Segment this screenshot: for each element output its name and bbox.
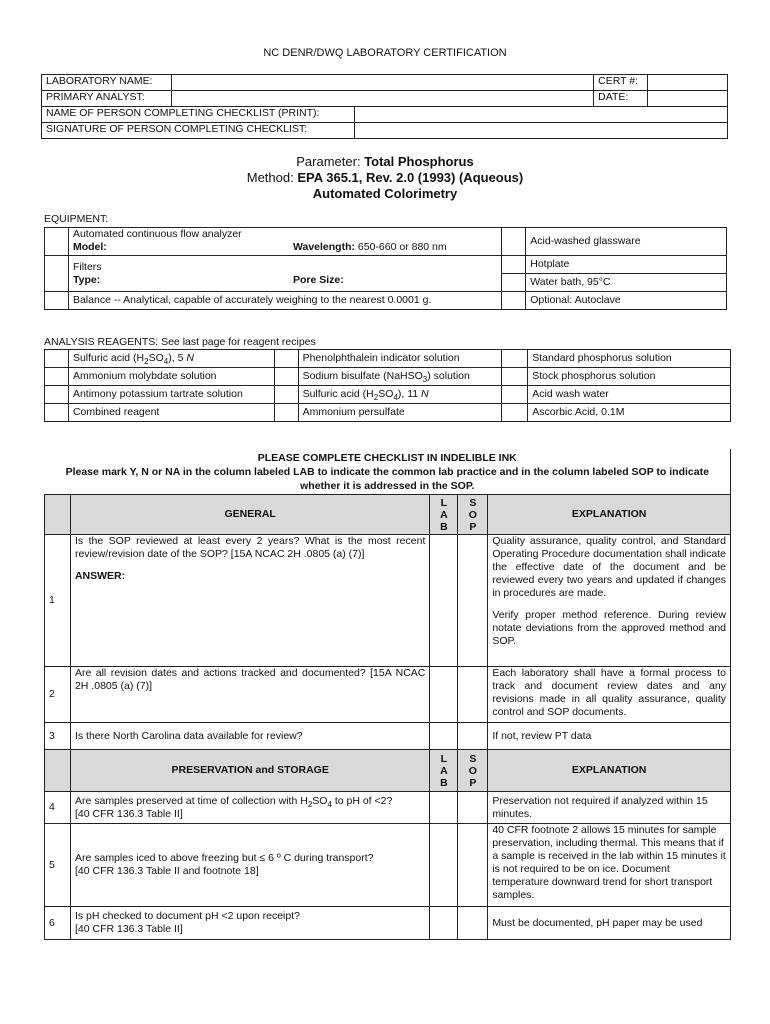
reagent-check[interactable] (502, 386, 528, 404)
explanation-text: Preservation not required if analyzed within 15 minutes. (488, 792, 731, 824)
analyst-field[interactable] (171, 91, 593, 107)
explanation-text: 40 CFR footnote 2 allows 15 minutes for sample preservation, including thermal. This means that if a sample is received in the lab within 15 minutes it is not required to be on ice. Document temperature downward trend for short transport samples. (488, 824, 731, 907)
question-number: 3 (45, 723, 71, 750)
question-number: 6 (45, 907, 71, 940)
signature-label: SIGNATURE OF PERSON COMPLETING CHECKLIST: (42, 123, 355, 139)
question-text: Are samples preserved at time of collection with $H_2SO_4$ to pH of <2? [40 CFR 136.3 Table II] (70, 792, 429, 824)
reagent-check[interactable] (274, 404, 298, 422)
equipment-check[interactable] (45, 228, 69, 256)
pore-size-label: Pore Size: (292, 273, 344, 286)
reagent-item: Combined reagent (68, 404, 274, 422)
question-text: Are samples iced to above freezing but ≤ 6 º C during transport? [40 CFR 136.3 Table II and footnote 18] (70, 824, 429, 907)
model-label: Model: (72, 241, 107, 253)
explanation-header: EXPLANATION (488, 495, 731, 535)
analyst-label: PRIMARY ANALYST: (42, 91, 172, 107)
reagent-check[interactable] (45, 350, 69, 368)
page-title: NC DENR/DWQ LABORATORY CERTIFICATION (263, 47, 507, 59)
person-name-field[interactable] (354, 107, 727, 123)
question-text: Is the SOP reviewed at least every 2 years? What is the most recent review/revision date of the SOP? [15A NCAC 2H .0805 (a) (7)] ANSWER: (70, 535, 429, 667)
reagent-item: Sulfuric acid $(H_2SO_4)$, 5 N (68, 350, 274, 368)
reagent-item: Sulfuric acid $(H_2SO_4)$, 11 N (298, 386, 502, 404)
sop-response-cell[interactable] (458, 535, 488, 667)
general-header: GENERAL (70, 495, 429, 535)
sop-response-cell[interactable] (458, 792, 488, 824)
equipment-heading: EQUIPMENT: (44, 213, 109, 225)
method-name: EPA 365.1, Rev. 2.0 (1993) (Aqueous) (297, 170, 524, 185)
cert-label: CERT #: (594, 75, 648, 91)
reagent-item: Sodium bisulfate (NaHSO$_3$) solution (298, 368, 502, 386)
question-number: 2 (45, 667, 71, 723)
reagent-item: Stock phosphorus solution (528, 368, 731, 386)
question-text: Is there North Carolina data available for review? (70, 723, 429, 750)
parameter-line: Parameter: Total Phosphorus (296, 154, 474, 169)
parameter-name: Total Phosphorus (364, 154, 474, 169)
question-text: Is pH checked to document pH <2 upon receipt? [40 CFR 136.3 Table II] (70, 907, 429, 940)
equipment-check[interactable] (45, 292, 69, 310)
equipment-check[interactable] (502, 256, 526, 274)
reagent-check[interactable] (45, 386, 69, 404)
reagent-check[interactable] (45, 368, 69, 386)
answer-label: ANSWER: (74, 570, 126, 582)
question-number: 5 (45, 824, 71, 907)
explanation-text: If not, review PT data (488, 723, 731, 750)
lab-response-cell[interactable] (430, 723, 458, 750)
filters-cell: Filters Type: Pore Size: (68, 256, 501, 292)
sop-response-cell[interactable] (458, 907, 488, 940)
checklist-table (44, 449, 731, 940)
explanation-header: EXPLANATION (488, 750, 731, 792)
signature-field[interactable] (354, 123, 727, 139)
lab-response-cell[interactable] (430, 907, 458, 940)
reagents-table (44, 349, 731, 422)
reagent-check[interactable] (502, 350, 528, 368)
question-number: 4 (45, 792, 71, 824)
reagent-item: Ammonium molybdate solution (68, 368, 274, 386)
reagent-item: Phenolphthalein indicator solution (298, 350, 502, 368)
reagent-check[interactable] (502, 404, 528, 422)
reagent-check[interactable] (502, 368, 528, 386)
lab-response-cell[interactable] (430, 535, 458, 667)
explanation-text: Each laboratory shall have a formal process to track and document review dates and any revisions made in all quality assurance, quality control and SOP documents. (488, 667, 731, 723)
lab-info-form (41, 74, 728, 139)
reagent-item: Antimony potassium tartrate solution (68, 386, 274, 404)
cert-field[interactable] (648, 75, 728, 91)
explanation-text: Quality assurance, quality control, and Standard Operating Procedure documentation shall indicate the effective date of the document and be reviewed every two years and updated if changes in procedures are made. Verify proper method reference. During review notate deviations from the approved method and SOP. (488, 535, 731, 667)
date-label: DATE: (594, 91, 648, 107)
sop-response-cell[interactable] (458, 824, 488, 907)
lab-response-cell[interactable] (430, 824, 458, 907)
sop-response-cell[interactable] (458, 723, 488, 750)
reagent-check[interactable] (274, 386, 298, 404)
instructions-line-2: Please mark Y, N or NA in the column labeled LAB to indicate the common lab practice and in the column labeled SOP to indicate whether it is addressed in the SOP. (65, 466, 709, 492)
reagent-item: Acid wash water (528, 386, 731, 404)
preservation-header: PRESERVATION and STORAGE (70, 750, 429, 792)
explanation-text: Must be documented, pH paper may be used (488, 907, 731, 940)
lab-name-label: LABORATORY NAME: (42, 75, 172, 91)
instructions-line-1: PLEASE COMPLETE CHECKLIST IN INDELIBLE INK (257, 452, 517, 464)
sop-response-cell[interactable] (458, 667, 488, 723)
lab-response-cell[interactable] (430, 667, 458, 723)
reagents-heading: ANALYSIS REAGENTS: See last page for reagent recipes (44, 336, 316, 348)
technique-line: Automated Colorimetry (312, 186, 458, 201)
method-block (0, 154, 770, 202)
analyzer-cell: Automated continuous flow analyzer Model: Wavelength: 650-660 or 880 nm (68, 228, 501, 256)
equipment-table (44, 227, 727, 310)
equipment-check[interactable] (502, 228, 526, 256)
date-field[interactable] (648, 91, 728, 107)
equipment-item: Acid-washed glassware (526, 228, 727, 256)
question-text: Are all revision dates and actions tracked and documented? [15A NCAC 2H .0805 (a) (7)] (70, 667, 429, 723)
equipment-item: Optional: Autoclave (526, 292, 727, 310)
reagent-check[interactable] (274, 350, 298, 368)
lab-column-header: L A B (430, 750, 458, 792)
reagent-item: Ammonium persulfate (298, 404, 502, 422)
instructions (45, 449, 731, 495)
balance-cell: Balance -- Analytical, capable of accurately weighing to the nearest 0.0001 g. (68, 292, 501, 310)
wavelength: Wavelength: 650-660 or 880 nm (292, 241, 447, 253)
sop-column-header: S O P (458, 495, 488, 535)
lab-column-header: L A B (430, 495, 458, 535)
lab-response-cell[interactable] (430, 792, 458, 824)
method-line: Method: EPA 365.1, Rev. 2.0 (1993) (Aqueous) (246, 170, 524, 185)
reagent-check[interactable] (45, 404, 69, 422)
equipment-check[interactable] (45, 256, 69, 292)
person-name-label: NAME OF PERSON COMPLETING CHECKLIST (PRINT): (42, 107, 355, 123)
reagent-item: Standard phosphorus solution (528, 350, 731, 368)
equipment-check[interactable] (502, 274, 526, 292)
reagent-item: Ascorbic Acid, 0.1M (528, 404, 731, 422)
lab-name-field[interactable] (171, 75, 593, 91)
header-blank (45, 495, 71, 535)
equipment-item: Water bath, 95°C (526, 274, 727, 292)
equipment-item: Hotplate (526, 256, 727, 274)
equipment-check[interactable] (502, 292, 526, 310)
header-blank (45, 750, 71, 792)
type-label: Type: (72, 273, 101, 286)
sop-column-header: S O P (458, 750, 488, 792)
question-number: 1 (45, 535, 71, 667)
reagent-check[interactable] (274, 368, 298, 386)
